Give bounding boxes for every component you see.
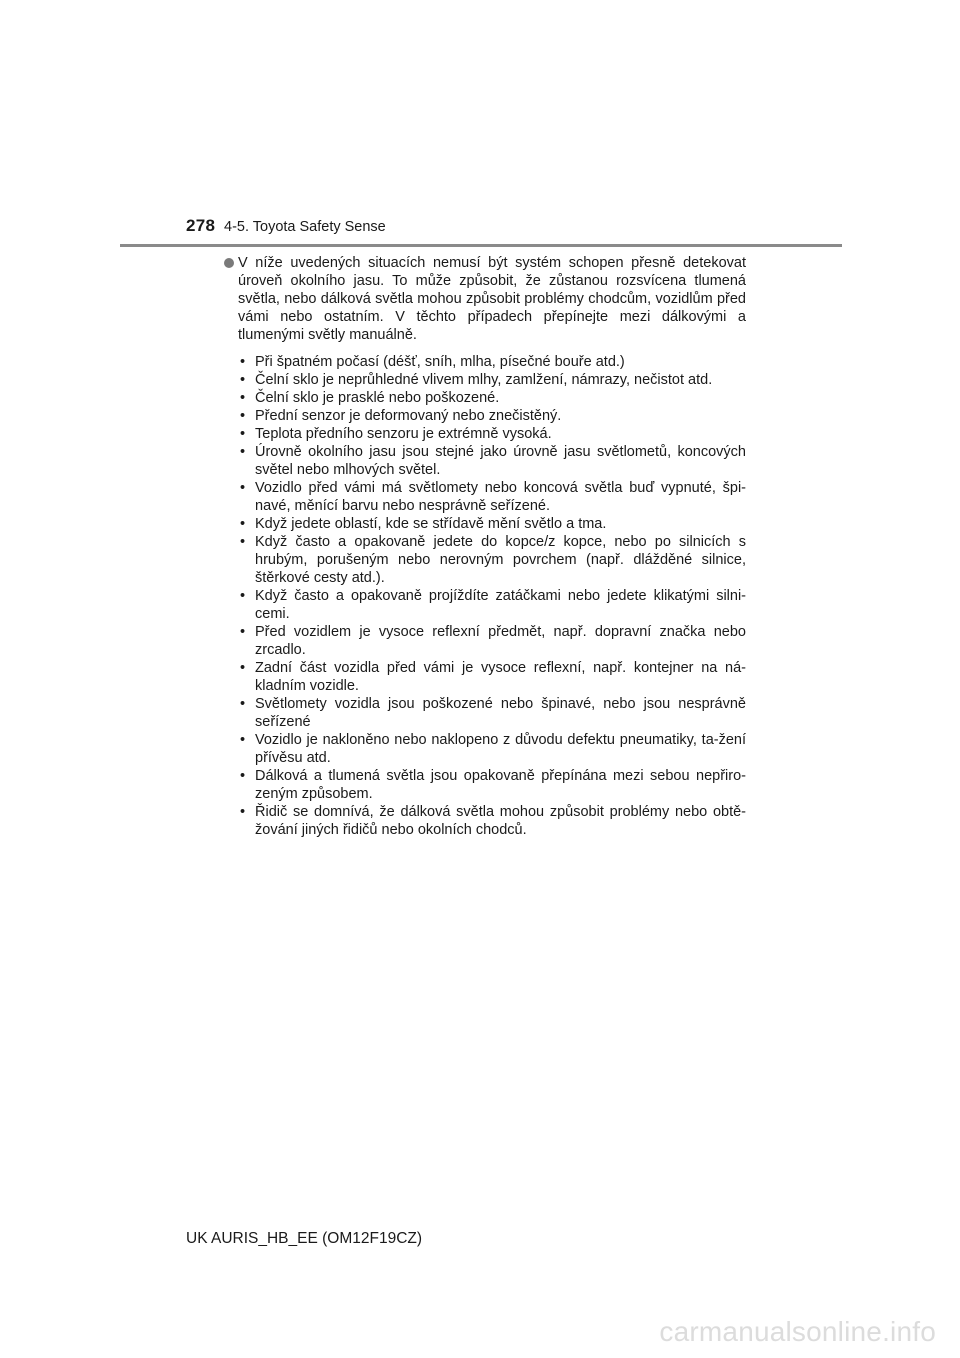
list-marker: • <box>240 804 246 820</box>
intro-paragraph <box>222 254 746 344</box>
list-item <box>230 659 746 695</box>
list-item-text: Úrovně okolního jasu jsou stejné jako úrovně jasu světlometů, koncových světel nebo mlhových světel. <box>255 444 746 478</box>
list-item-text: Čelní sklo je prasklé nebo poškozené. <box>255 390 500 406</box>
list-item <box>230 767 746 803</box>
list-item-text: Řidič se domnívá, že dálková světla mohou způsobit problémy nebo obtě-žování jiných řidičů nebo okolních chodců. <box>255 804 746 838</box>
list-item <box>230 515 746 533</box>
list-item-text: Před vozidlem je vysoce reflexní předmět, např. dopravní značka nebo zrcadlo. <box>255 624 746 658</box>
list-item <box>230 695 746 731</box>
list-item-text: Když často a opakovaně projíždíte zatáčkami nebo jedete klikatými silni-cemi. <box>255 588 746 622</box>
list-item <box>230 389 746 407</box>
list-marker: • <box>240 444 246 460</box>
list-item <box>230 623 746 659</box>
list-item <box>230 587 746 623</box>
section-title: 4-5. Toyota Safety Sense <box>224 219 386 235</box>
list-marker: • <box>240 660 246 676</box>
list-marker: • <box>240 624 246 640</box>
list-item-text: Při špatném počasí (déšť, sníh, mlha, písečné bouře atd.) <box>255 354 625 370</box>
list-item-text: Když jedete oblastí, kde se střídavě mění světlo a tma. <box>255 516 607 532</box>
list-marker: • <box>240 696 246 712</box>
list-marker: • <box>240 732 246 748</box>
list-marker: • <box>240 534 246 550</box>
list-marker: • <box>240 480 246 496</box>
list-item-text: Vozidlo je nakloněno nebo naklopeno z důvodu defektu pneumatiky, ta-žení přívěsu atd. <box>255 732 746 766</box>
page-content <box>222 254 746 839</box>
list-marker: • <box>240 354 246 370</box>
list-item-text: Zadní část vozidla před vámi je vysoce reflexní, např. kontejner na ná-kladním vozidle. <box>255 660 746 694</box>
list-marker: • <box>240 390 246 406</box>
page-number: 278 <box>186 216 216 235</box>
circle-bullet-icon <box>224 258 234 268</box>
list-item <box>230 803 746 839</box>
list-item-text: Čelní sklo je neprůhledné vlivem mlhy, zamlžení, námrazy, nečistot atd. <box>255 372 713 388</box>
list-item <box>230 371 746 389</box>
document-code-footer: UK AURIS_HB_EE (OM12F19CZ) <box>186 1230 423 1247</box>
list-marker: • <box>240 426 246 442</box>
list-item-text: Dálková a tlumená světla jsou opakovaně přepínána mezi sebou nepřiro-zeným způsobem. <box>255 768 746 802</box>
watermark: carmanualsonline.info <box>659 1316 936 1347</box>
list-marker: • <box>240 588 246 604</box>
list-item <box>230 407 746 425</box>
list-item-text: Když často a opakovaně jedete do kopce/z kopce, nebo po silnicích s hrubým, porušeným nebo nerovným povrchem (např. dlážděné silnice, štěrkové cesty atd.). <box>255 534 746 586</box>
list-marker: • <box>240 516 246 532</box>
list-item <box>230 353 746 371</box>
list-item <box>230 479 746 515</box>
list-item-text: Vozidlo před vámi má světlomety nebo koncová světla buď vypnuté, špi-navé, měnící barvu nebo nesprávně seřízené. <box>255 480 746 514</box>
header-divider <box>120 244 842 247</box>
conditions-list <box>222 353 746 839</box>
intro-text: V níže uvedených situacích nemusí být systém schopen přesně detekovat úroveň okolního jasu. To může způsobit, že zůstanou rozsvícena tlumená světla, nebo dálková světla mohou způsobit problémy chodcům, vozidlům před vámi nebo ostatním. V těchto případech přepínejte mezi dálkovými a tlumenými světly manuálně. <box>238 255 746 343</box>
list-marker: • <box>240 372 246 388</box>
list-item <box>230 443 746 479</box>
list-marker: • <box>240 408 246 424</box>
list-item-text: Teplota předního senzoru je extrémně vysoká. <box>255 426 552 442</box>
list-item <box>230 533 746 587</box>
list-item <box>230 425 746 443</box>
list-marker: • <box>240 768 246 784</box>
list-item <box>230 731 746 767</box>
list-item-text: Světlomety vozidla jsou poškozené nebo špinavé, nebo jsou nesprávně seřízené <box>255 696 746 730</box>
page-header <box>186 216 386 236</box>
list-item-text: Přední senzor je deformovaný nebo znečistěný. <box>255 408 562 424</box>
